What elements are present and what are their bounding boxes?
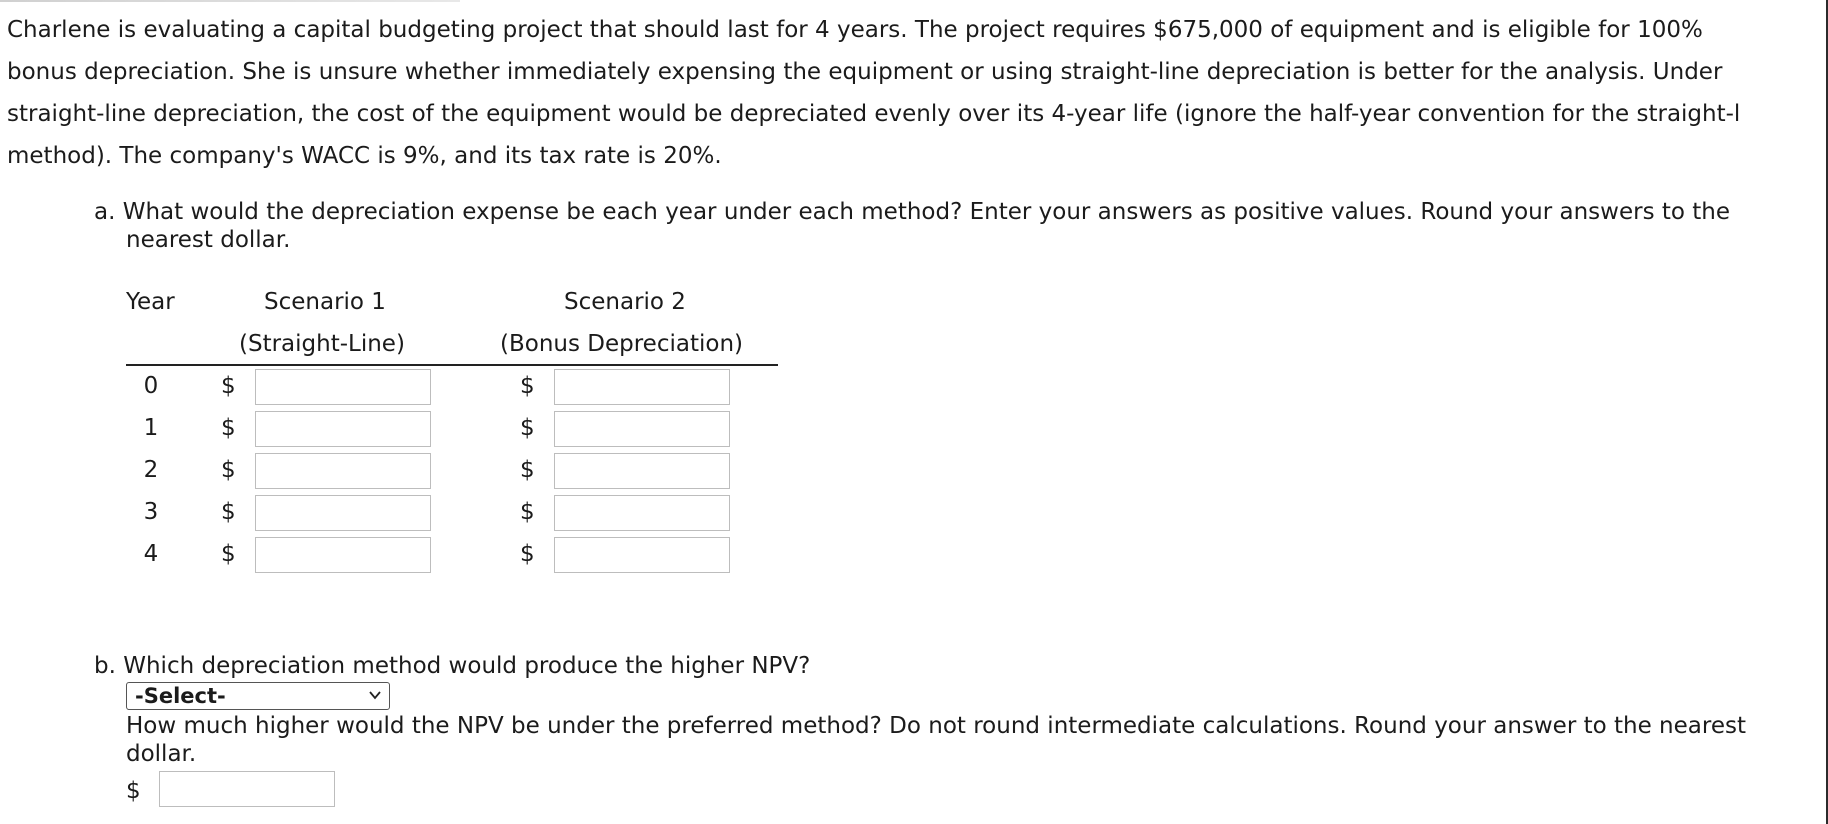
scenario1-subheader: (Straight-Line) — [239, 331, 405, 357]
scenario1-year2-input[interactable] — [255, 453, 431, 489]
scenario1-year4-input[interactable] — [255, 537, 431, 573]
scenario1-year0-input[interactable] — [255, 369, 431, 405]
question-b-text: Which depreciation method would produce the higher NPV? — [123, 653, 811, 679]
scenario1-year1-input[interactable] — [255, 411, 431, 447]
method-select[interactable] — [126, 682, 390, 710]
method-select-value: -Select- — [135, 684, 226, 708]
npv-difference-input[interactable] — [159, 771, 335, 807]
chevron-down-icon — [369, 689, 381, 701]
question-a-label: a. — [94, 199, 116, 225]
scenario1-year3-input[interactable] — [255, 495, 431, 531]
dollar-sign: $ — [520, 415, 535, 441]
year-cell: 4 — [143, 541, 159, 567]
scenario2-header: Scenario 2 — [564, 289, 686, 315]
dollar-sign: $ — [221, 415, 236, 441]
year-cell: 2 — [143, 457, 159, 483]
year-header: Year — [126, 289, 175, 315]
scenario2-year3-input[interactable] — [554, 495, 730, 531]
question-b — [94, 652, 810, 680]
question-b-label: b. — [94, 653, 116, 679]
scenario1-header: Scenario 1 — [264, 289, 386, 315]
year-cell: 3 — [143, 499, 159, 525]
npv-question-line: dollar. — [126, 741, 197, 767]
year-cell: 0 — [143, 373, 159, 399]
intro-line: straight-line depreciation, the cost of the equipment would be depreciated evenly over its 4-year life (ignore the half-year convention for the straight-l — [7, 101, 1741, 127]
intro-line: method). The company's WACC is 9%, and its tax rate is 20%. — [7, 143, 722, 169]
dollar-sign: $ — [221, 373, 236, 399]
question-a-text: What would the depreciation expense be each year under each method? Enter your answers as positive values. Round your answers to the — [122, 199, 1731, 225]
intro-line: Charlene is evaluating a capital budgeting project that should last for 4 years. The project requires $675,000 of equipment and is eligible for 100% — [7, 17, 1703, 43]
dollar-sign: $ — [520, 457, 535, 483]
table-header-rule — [126, 364, 778, 366]
npv-question-line: How much higher would the NPV be under the preferred method? Do not round intermediate calculations. Round your answer to the nearest — [126, 713, 1746, 739]
question-a — [94, 198, 1730, 254]
scenario2-year4-input[interactable] — [554, 537, 730, 573]
scenario2-subheader: (Bonus Depreciation) — [500, 331, 743, 357]
dollar-sign: $ — [520, 499, 535, 525]
problem-statement — [7, 9, 1827, 177]
dollar-sign: $ — [221, 499, 236, 525]
dollar-sign: $ — [520, 373, 535, 399]
scenario2-year2-input[interactable] — [554, 453, 730, 489]
dollar-sign: $ — [126, 778, 141, 804]
scenario2-year0-input[interactable] — [554, 369, 730, 405]
npv-difference-question — [126, 712, 1746, 768]
top-shadow — [0, 0, 460, 2]
dollar-sign: $ — [221, 541, 236, 567]
scenario2-year1-input[interactable] — [554, 411, 730, 447]
intro-line: bonus depreciation. She is unsure whether immediately expensing the equipment or using straight-line depreciation is better for the analysis. Under — [7, 59, 1723, 85]
question-a-text-cont: nearest dollar. — [126, 227, 291, 253]
dollar-sign: $ — [520, 541, 535, 567]
year-cell: 1 — [143, 415, 159, 441]
dollar-sign: $ — [221, 457, 236, 483]
